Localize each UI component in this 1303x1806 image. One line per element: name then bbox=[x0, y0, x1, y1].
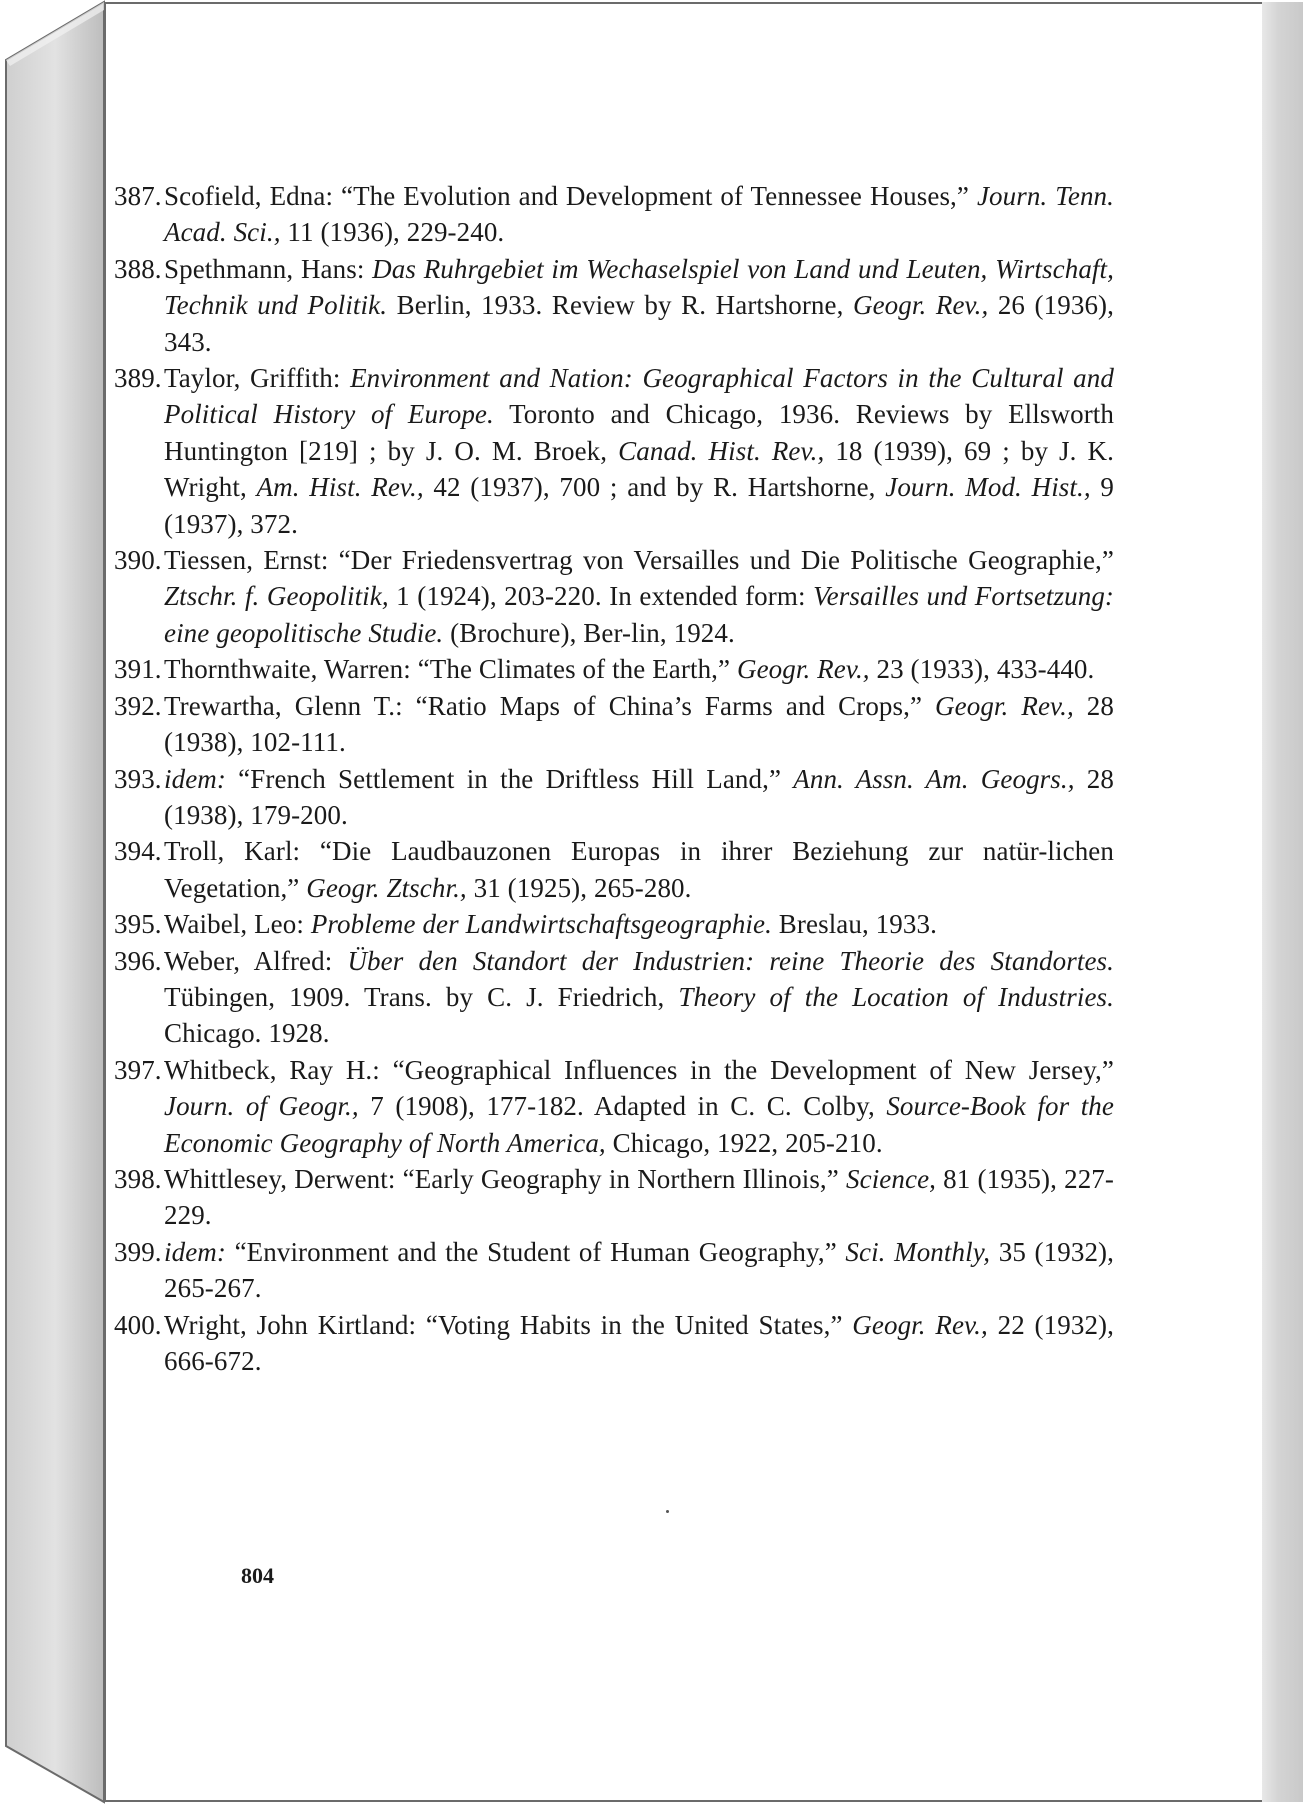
entry-number: 387. bbox=[114, 181, 162, 211]
entry-text: 9 (1937), 372. bbox=[164, 472, 1115, 539]
entry-italic-text: Das Ruhrgebiet im Wechaselspiel von Land und Leuten, Wirtschaft, Technik und Politik. bbox=[164, 253, 1114, 321]
entry-text: 28 (1938), 102-111. bbox=[164, 690, 1114, 758]
entry-italic-text: Science, bbox=[846, 1163, 937, 1194]
entry-text: 42 (1937), 700 ; and by R. Hartshorne, bbox=[423, 472, 886, 503]
stray-mark bbox=[666, 1510, 669, 1513]
bibliography-entry bbox=[114, 360, 1114, 542]
bibliography-entry bbox=[114, 542, 1114, 651]
entry-text: Chicago. 1928. bbox=[164, 1018, 330, 1049]
bibliography-entry bbox=[114, 251, 1114, 360]
bibliography-entry bbox=[114, 688, 1114, 761]
entry-number: 398. bbox=[114, 1163, 162, 1194]
entry-text: 28 (1938), 179-200. bbox=[164, 763, 1114, 830]
entry-text: Chicago, 1922, 205-210. bbox=[605, 1127, 883, 1158]
entry-number: 393. bbox=[114, 763, 162, 794]
entry-text: 1 (1924), 203-220. In extended form: bbox=[388, 581, 814, 612]
entry-number: 392. bbox=[114, 690, 162, 721]
entry-text: 22 (1932), 666-672. bbox=[164, 1309, 1114, 1376]
entry-text: Whitbeck, Ray H.: “Geographical Influences in the Development of New Jersey,” bbox=[164, 1054, 1114, 1085]
entry-italic-text: Source-Book for the Economic Geography of North America, bbox=[164, 1091, 1114, 1158]
entry-text: 81 (1935), 227-229. bbox=[164, 1163, 1114, 1231]
entry-italic-text: Geogr. Ztschr., bbox=[306, 872, 467, 903]
entry-text: Weber, Alfred: bbox=[164, 945, 348, 976]
bibliography-entry bbox=[114, 178, 1114, 251]
entry-text: “French Settlement in the Driftless Hill Land,” bbox=[225, 763, 794, 794]
entry-text: Spethmann, Hans: bbox=[164, 253, 373, 284]
entry-number: 399. bbox=[114, 1236, 162, 1267]
entry-italic-text: Journ. Mod. Hist., bbox=[885, 472, 1091, 503]
page-edge-shadow bbox=[1262, 2, 1303, 1802]
entry-italic-text: idem: bbox=[164, 763, 226, 794]
entry-italic-text: Journ. of Geogr., bbox=[164, 1091, 359, 1122]
bibliography-entry bbox=[114, 651, 1114, 687]
entry-italic-text: Sci. Monthly, bbox=[845, 1236, 991, 1267]
bibliography-list bbox=[114, 178, 1114, 1379]
entry-number: 388. bbox=[114, 253, 162, 284]
entry-italic-text: idem: bbox=[164, 1236, 226, 1267]
entry-text: Taylor, Griffith: bbox=[164, 363, 351, 394]
page-number: 804 bbox=[241, 1563, 274, 1588]
entry-italic-text: Ztschr. f. Geopolitik, bbox=[164, 581, 389, 612]
entry-number: 391. bbox=[114, 654, 162, 685]
entry-number: 389. bbox=[114, 363, 162, 394]
entry-italic-text: Versailles und Fortsetzung: eine geopolitische Studie. bbox=[164, 581, 1115, 648]
entry-text: Berlin, 1933. Review by R. Hartshorne, bbox=[387, 290, 853, 321]
bibliography-entry bbox=[114, 761, 1114, 834]
entry-italic-text: Journ. Tenn. Acad. Sci., bbox=[164, 181, 1114, 248]
bibliography-entry bbox=[114, 943, 1114, 1052]
entry-text: Tübingen, 1909. Trans. by C. J. Friedrich, bbox=[164, 981, 679, 1012]
entry-italic-text: Probleme der Landwirtschaftsgeographie. bbox=[310, 909, 772, 940]
entry-text: 26 (1936), 343. bbox=[164, 290, 1114, 357]
entry-italic-text: Geogr. Rev., bbox=[935, 690, 1074, 721]
entry-text: Tiessen, Ernst: “Der Friedensvertrag von Versailles und Die Politische Geographie,” bbox=[164, 545, 1114, 576]
entry-text: “Environment and the Student of Human Geography,” bbox=[225, 1236, 846, 1267]
entry-italic-text: Canad. Hist. Rev., bbox=[618, 435, 825, 466]
book-spine bbox=[0, 0, 106, 1806]
entry-text: Wright, John Kirtland: “Voting Habits in the United States,” bbox=[164, 1309, 853, 1340]
entry-text: Waibel, Leo: bbox=[164, 909, 311, 940]
entry-text: Troll, Karl: “Die Laudbauzonen Europas in ihrer Beziehung zur natür-lichen Vegetation,” bbox=[164, 836, 1114, 903]
entry-text: 31 (1925), 265-280. bbox=[466, 872, 692, 903]
entry-number: 396. bbox=[114, 945, 162, 976]
entry-text: Breslau, 1933. bbox=[771, 909, 937, 940]
bibliography-entry bbox=[114, 1234, 1114, 1307]
entry-italic-text: Environment and Nation: Geographical Factors in the Cultural and Political History of Europe. bbox=[164, 363, 1114, 430]
entry-italic-text: Über den Standort der Industrien: reine Theorie des Standortes. bbox=[347, 945, 1114, 976]
entry-text: Scofield, Edna: “The Evolution and Development of Tennessee Houses,” bbox=[164, 181, 977, 211]
bibliography-entry bbox=[114, 833, 1114, 906]
entry-italic-text: Geogr. Rev., bbox=[852, 1309, 988, 1340]
entry-italic-text: Geogr. Rev., bbox=[736, 654, 870, 685]
entry-text: Whittlesey, Derwent: “Early Geography in Northern Illinois,” bbox=[164, 1163, 847, 1194]
entry-text: 11 (1936), 229-240. bbox=[280, 217, 505, 248]
entry-text: 23 (1933), 433-440. bbox=[869, 654, 1095, 685]
entry-text: Trewartha, Glenn T.: “Ratio Maps of China’s Farms and Crops,” bbox=[164, 690, 936, 721]
entry-text: 35 (1932), 265-267. bbox=[164, 1236, 1114, 1304]
entry-text: 7 (1908), 177-182. Adapted in C. C. Colby, bbox=[358, 1091, 887, 1122]
entry-number: 395. bbox=[114, 909, 162, 940]
bibliography-entry bbox=[114, 906, 1114, 942]
bibliography-entry bbox=[114, 1307, 1114, 1380]
entry-text: Toronto and Chicago, 1936. Reviews by Ellsworth Huntington [219] ; by J. O. M. Broek, bbox=[164, 399, 1114, 466]
entry-text: 18 (1939), 69 ; by J. K. Wright, bbox=[164, 435, 1114, 503]
entry-number: 397. bbox=[114, 1054, 162, 1085]
bibliography-entry bbox=[114, 1052, 1114, 1161]
entry-italic-text: Ann. Assn. Am. Geogrs., bbox=[793, 763, 1075, 794]
entry-italic-text: Am. Hist. Rev., bbox=[256, 472, 424, 503]
entry-text: (Brochure), Ber-lin, 1924. bbox=[443, 617, 735, 648]
bibliography-entry bbox=[114, 1161, 1114, 1234]
entry-italic-text: Geogr. Rev., bbox=[852, 290, 989, 321]
entry-text: Thornthwaite, Warren: “The Climates of the Earth,” bbox=[164, 654, 737, 685]
entry-number: 394. bbox=[114, 836, 162, 867]
entry-italic-text: Theory of the Location of Industries. bbox=[678, 981, 1114, 1012]
entry-number: 400. bbox=[114, 1309, 162, 1340]
entry-number: 390. bbox=[114, 545, 162, 576]
